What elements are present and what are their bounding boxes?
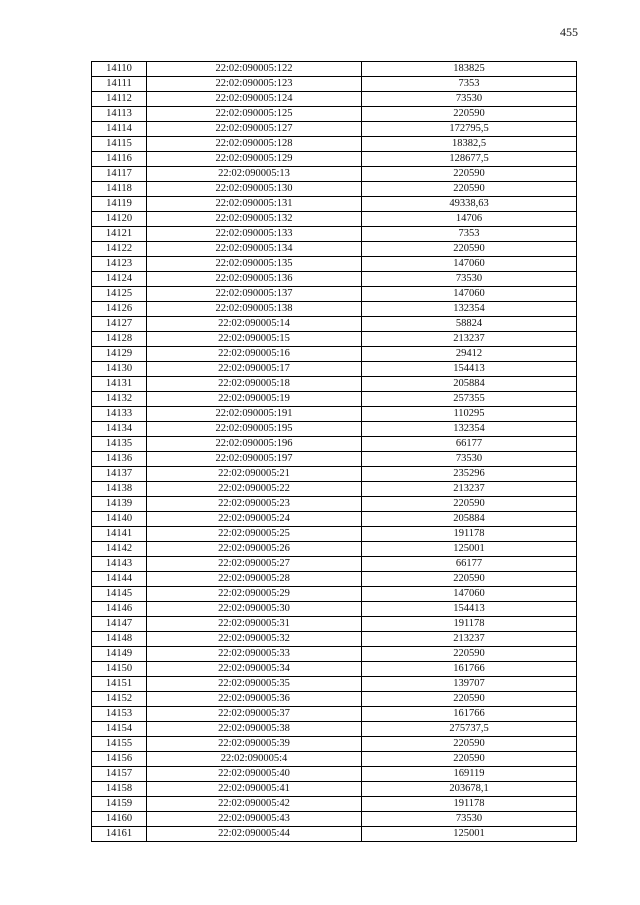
cadastral-number-cell: 22:02:090005:195	[147, 422, 362, 437]
row-number-cell: 14154	[92, 722, 147, 737]
row-number-cell: 14142	[92, 542, 147, 557]
table-row	[92, 302, 577, 317]
cadastral-number-cell: 22:02:090005:27	[147, 557, 362, 572]
table-row	[92, 512, 577, 527]
row-number-cell: 14147	[92, 617, 147, 632]
row-number-cell: 14128	[92, 332, 147, 347]
value-cell: 161766	[362, 662, 577, 677]
value-cell: 132354	[362, 422, 577, 437]
cadastral-number-cell: 22:02:090005:23	[147, 497, 362, 512]
table-row	[92, 92, 577, 107]
row-number-cell: 14114	[92, 122, 147, 137]
table-row	[92, 617, 577, 632]
cadastral-number-cell: 22:02:090005:32	[147, 632, 362, 647]
page-number: 455	[560, 25, 578, 39]
value-cell: 220590	[362, 167, 577, 182]
table-row	[92, 557, 577, 572]
cadastral-number-cell: 22:02:090005:30	[147, 602, 362, 617]
cadastral-number-cell: 22:02:090005:24	[147, 512, 362, 527]
value-cell: 275737,5	[362, 722, 577, 737]
row-number-cell: 14135	[92, 437, 147, 452]
value-cell: 220590	[362, 752, 577, 767]
value-cell: 220590	[362, 737, 577, 752]
value-cell: 73530	[362, 272, 577, 287]
cadastral-number-cell: 22:02:090005:18	[147, 377, 362, 392]
table-row	[92, 257, 577, 272]
value-cell: 205884	[362, 377, 577, 392]
row-number-cell: 14116	[92, 152, 147, 167]
row-number-cell: 14125	[92, 287, 147, 302]
table-row	[92, 122, 577, 137]
value-cell: 213237	[362, 632, 577, 647]
cadastral-number-cell: 22:02:090005:132	[147, 212, 362, 227]
row-number-cell: 14115	[92, 137, 147, 152]
row-number-cell: 14121	[92, 227, 147, 242]
table-row	[92, 587, 577, 602]
table-row	[92, 572, 577, 587]
cadastral-number-cell: 22:02:090005:39	[147, 737, 362, 752]
row-number-cell: 14136	[92, 452, 147, 467]
table-row	[92, 797, 577, 812]
table-row	[92, 77, 577, 92]
table-row	[92, 467, 577, 482]
value-cell: 18382,5	[362, 137, 577, 152]
table-row	[92, 167, 577, 182]
row-number-cell: 14140	[92, 512, 147, 527]
row-number-cell: 14126	[92, 302, 147, 317]
cadastral-number-cell: 22:02:090005:128	[147, 137, 362, 152]
cadastral-number-cell: 22:02:090005:196	[147, 437, 362, 452]
table-row	[92, 287, 577, 302]
row-number-cell: 14143	[92, 557, 147, 572]
cadastral-number-cell: 22:02:090005:22	[147, 482, 362, 497]
table-row	[92, 782, 577, 797]
table-row	[92, 107, 577, 122]
value-cell: 220590	[362, 647, 577, 662]
value-cell: 191178	[362, 797, 577, 812]
value-cell: 14706	[362, 212, 577, 227]
row-number-cell: 14150	[92, 662, 147, 677]
table-row	[92, 752, 577, 767]
value-cell: 183825	[362, 62, 577, 77]
table-row	[92, 437, 577, 452]
value-cell: 203678,1	[362, 782, 577, 797]
value-cell: 147060	[362, 287, 577, 302]
row-number-cell: 14145	[92, 587, 147, 602]
value-cell: 73530	[362, 92, 577, 107]
cadastral-number-cell: 22:02:090005:125	[147, 107, 362, 122]
cadastral-number-cell: 22:02:090005:29	[147, 587, 362, 602]
row-number-cell: 14134	[92, 422, 147, 437]
table-row	[92, 707, 577, 722]
table-row	[92, 827, 577, 842]
row-number-cell: 14137	[92, 467, 147, 482]
value-cell: 220590	[362, 182, 577, 197]
value-cell: 147060	[362, 587, 577, 602]
value-cell: 191178	[362, 617, 577, 632]
row-number-cell: 14129	[92, 347, 147, 362]
value-cell: 66177	[362, 557, 577, 572]
cadastral-number-cell: 22:02:090005:41	[147, 782, 362, 797]
table-row	[92, 722, 577, 737]
table-row	[92, 272, 577, 287]
value-cell: 125001	[362, 827, 577, 842]
cadastral-number-cell: 22:02:090005:38	[147, 722, 362, 737]
cadastral-number-cell: 22:02:090005:131	[147, 197, 362, 212]
cadastral-number-cell: 22:02:090005:17	[147, 362, 362, 377]
value-cell: 128677,5	[362, 152, 577, 167]
value-cell: 205884	[362, 512, 577, 527]
cadastral-number-cell: 22:02:090005:130	[147, 182, 362, 197]
value-cell: 154413	[362, 602, 577, 617]
cadastral-number-cell: 22:02:090005:31	[147, 617, 362, 632]
row-number-cell: 14141	[92, 527, 147, 542]
value-cell: 191178	[362, 527, 577, 542]
table-row	[92, 812, 577, 827]
cadastral-number-cell: 22:02:090005:122	[147, 62, 362, 77]
table-row	[92, 497, 577, 512]
row-number-cell: 14112	[92, 92, 147, 107]
row-number-cell: 14148	[92, 632, 147, 647]
value-cell: 66177	[362, 437, 577, 452]
cadastral-number-cell: 22:02:090005:43	[147, 812, 362, 827]
table-row	[92, 662, 577, 677]
table-row	[92, 197, 577, 212]
value-cell: 132354	[362, 302, 577, 317]
row-number-cell: 14158	[92, 782, 147, 797]
row-number-cell: 14131	[92, 377, 147, 392]
table-row	[92, 212, 577, 227]
registry-table	[91, 61, 577, 842]
table-row	[92, 632, 577, 647]
table-row	[92, 62, 577, 77]
table-row	[92, 647, 577, 662]
row-number-cell: 14123	[92, 257, 147, 272]
cadastral-number-cell: 22:02:090005:13	[147, 167, 362, 182]
row-number-cell: 14139	[92, 497, 147, 512]
value-cell: 154413	[362, 362, 577, 377]
row-number-cell: 14127	[92, 317, 147, 332]
table-row	[92, 737, 577, 752]
cadastral-number-cell: 22:02:090005:136	[147, 272, 362, 287]
value-cell: 220590	[362, 242, 577, 257]
row-number-cell: 14130	[92, 362, 147, 377]
row-number-cell: 14132	[92, 392, 147, 407]
table-row	[92, 692, 577, 707]
value-cell: 235296	[362, 467, 577, 482]
value-cell: 257355	[362, 392, 577, 407]
value-cell: 169119	[362, 767, 577, 782]
value-cell: 213237	[362, 332, 577, 347]
value-cell: 73530	[362, 452, 577, 467]
table-row	[92, 602, 577, 617]
cadastral-number-cell: 22:02:090005:28	[147, 572, 362, 587]
table-row	[92, 392, 577, 407]
cadastral-number-cell: 22:02:090005:34	[147, 662, 362, 677]
table-row	[92, 317, 577, 332]
table-row	[92, 527, 577, 542]
value-cell: 147060	[362, 257, 577, 272]
table-row	[92, 377, 577, 392]
cadastral-number-cell: 22:02:090005:44	[147, 827, 362, 842]
row-number-cell: 14161	[92, 827, 147, 842]
table-row	[92, 542, 577, 557]
table-row	[92, 452, 577, 467]
row-number-cell: 14138	[92, 482, 147, 497]
cadastral-number-cell: 22:02:090005:36	[147, 692, 362, 707]
value-cell: 110295	[362, 407, 577, 422]
table-row	[92, 332, 577, 347]
table-row	[92, 677, 577, 692]
row-number-cell: 14117	[92, 167, 147, 182]
row-number-cell: 14151	[92, 677, 147, 692]
value-cell: 172795,5	[362, 122, 577, 137]
row-number-cell: 14133	[92, 407, 147, 422]
row-number-cell: 14156	[92, 752, 147, 767]
cadastral-number-cell: 22:02:090005:123	[147, 77, 362, 92]
row-number-cell: 14153	[92, 707, 147, 722]
cadastral-number-cell: 22:02:090005:37	[147, 707, 362, 722]
row-number-cell: 14120	[92, 212, 147, 227]
value-cell: 220590	[362, 497, 577, 512]
cadastral-number-cell: 22:02:090005:26	[147, 542, 362, 557]
value-cell: 139707	[362, 677, 577, 692]
value-cell: 29412	[362, 347, 577, 362]
table-row	[92, 227, 577, 242]
cadastral-number-cell: 22:02:090005:14	[147, 317, 362, 332]
value-cell: 161766	[362, 707, 577, 722]
cadastral-number-cell: 22:02:090005:21	[147, 467, 362, 482]
cadastral-number-cell: 22:02:090005:124	[147, 92, 362, 107]
value-cell: 73530	[362, 812, 577, 827]
cadastral-number-cell: 22:02:090005:133	[147, 227, 362, 242]
row-number-cell: 14124	[92, 272, 147, 287]
row-number-cell: 14110	[92, 62, 147, 77]
table-row	[92, 362, 577, 377]
row-number-cell: 14155	[92, 737, 147, 752]
cadastral-number-cell: 22:02:090005:137	[147, 287, 362, 302]
row-number-cell: 14113	[92, 107, 147, 122]
row-number-cell: 14111	[92, 77, 147, 92]
value-cell: 220590	[362, 572, 577, 587]
cadastral-number-cell: 22:02:090005:40	[147, 767, 362, 782]
registry-table-body	[92, 62, 577, 842]
value-cell: 213237	[362, 482, 577, 497]
row-number-cell: 14119	[92, 197, 147, 212]
value-cell: 125001	[362, 542, 577, 557]
cadastral-number-cell: 22:02:090005:16	[147, 347, 362, 362]
value-cell: 58824	[362, 317, 577, 332]
cadastral-number-cell: 22:02:090005:138	[147, 302, 362, 317]
cadastral-number-cell: 22:02:090005:135	[147, 257, 362, 272]
table-row	[92, 347, 577, 362]
row-number-cell: 14144	[92, 572, 147, 587]
table-row	[92, 152, 577, 167]
row-number-cell: 14149	[92, 647, 147, 662]
cadastral-number-cell: 22:02:090005:191	[147, 407, 362, 422]
value-cell: 7353	[362, 77, 577, 92]
value-cell: 49338,63	[362, 197, 577, 212]
row-number-cell: 14157	[92, 767, 147, 782]
cadastral-number-cell: 22:02:090005:129	[147, 152, 362, 167]
value-cell: 7353	[362, 227, 577, 242]
table-row	[92, 407, 577, 422]
table-row	[92, 767, 577, 782]
table-row	[92, 422, 577, 437]
row-number-cell: 14160	[92, 812, 147, 827]
table-row	[92, 242, 577, 257]
table-row	[92, 482, 577, 497]
cadastral-number-cell: 22:02:090005:25	[147, 527, 362, 542]
value-cell: 220590	[362, 107, 577, 122]
table-row	[92, 182, 577, 197]
cadastral-number-cell: 22:02:090005:19	[147, 392, 362, 407]
cadastral-number-cell: 22:02:090005:134	[147, 242, 362, 257]
table-row	[92, 137, 577, 152]
row-number-cell: 14118	[92, 182, 147, 197]
cadastral-number-cell: 22:02:090005:42	[147, 797, 362, 812]
row-number-cell: 14146	[92, 602, 147, 617]
cadastral-number-cell: 22:02:090005:197	[147, 452, 362, 467]
cadastral-number-cell: 22:02:090005:4	[147, 752, 362, 767]
cadastral-number-cell: 22:02:090005:35	[147, 677, 362, 692]
row-number-cell: 14159	[92, 797, 147, 812]
row-number-cell: 14152	[92, 692, 147, 707]
cadastral-number-cell: 22:02:090005:127	[147, 122, 362, 137]
cadastral-number-cell: 22:02:090005:33	[147, 647, 362, 662]
cadastral-number-cell: 22:02:090005:15	[147, 332, 362, 347]
row-number-cell: 14122	[92, 242, 147, 257]
value-cell: 220590	[362, 692, 577, 707]
